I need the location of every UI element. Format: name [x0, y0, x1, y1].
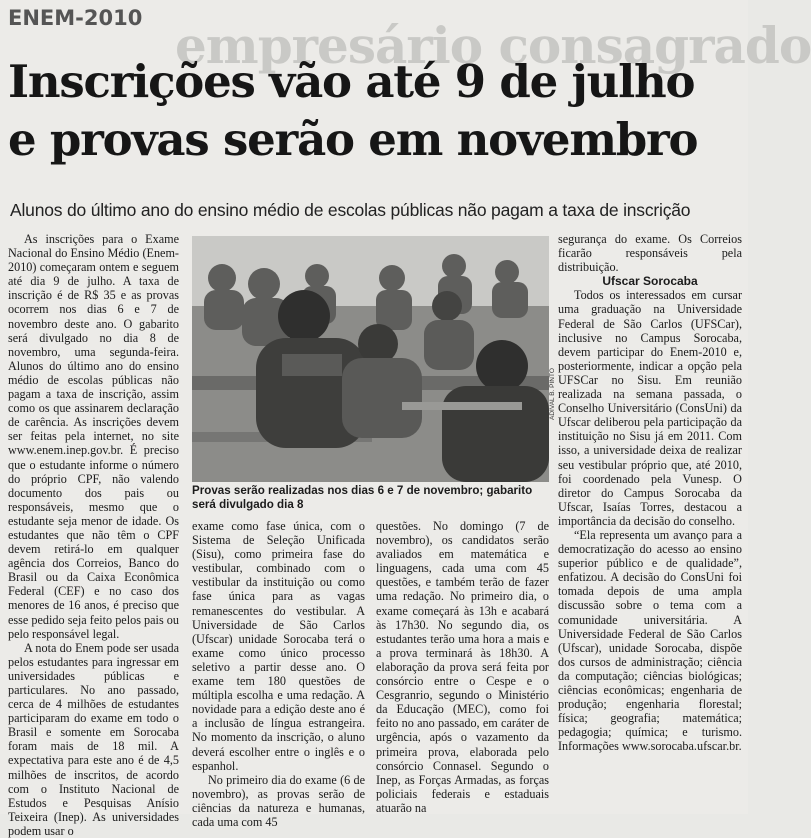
exam-room-photo	[192, 236, 549, 482]
article-column-2	[192, 519, 365, 829]
subheadline: Alunos do último ano do ensino médio de escolas públicas não pagam a taxa de inscrição	[10, 200, 691, 220]
article-column-4	[558, 232, 742, 810]
photo-credit: ADIVAL B. PINTO	[549, 368, 556, 420]
section-subtitle: Ufscar Sorocaba	[602, 274, 698, 289]
paragraph: No primeiro dia do exame (6 de novembro), as provas serão de ciências da natureza e humanas, cada uma com 45	[192, 772, 365, 829]
paragraph: A nota do Enem pode ser usada pelos estudantes para ingressar em universidades públicas e particulares. No ano passado, cerca de 4 milhões de estudantes participaram do exame em todo o Brasil e somente em Sorocaba foram mais de 18 mil. A expectativa para este ano é de 4,5 milhões de inscritos, de acordo com o Instituto Nacional de Estudos e Pesquisas Anísio Teixeira (Inep). As universidades podem usar o	[8, 640, 179, 838]
section-kicker: ENEM-2010	[8, 6, 143, 30]
article-column-1	[8, 232, 179, 838]
paragraph: exame como fase única, com o Sistema de Seleção Unificada (Sisu), como primeira fase do vestibular, combinado com o vestibular da instituição ou como fase única para as vagas remanescentes do vestibular. A Universidade de São Carlos (Ufscar) unidade Sorocaba terá o exame como único processo seletivo a partir desse ano. O exame tem 180 questões de múltipla escolha e uma redação. A novidade para a edição deste ano é a inclusão de língua estrangeira. No momento da inscrição, o aluno deverá escolher entre o inglês e o espanhol.	[192, 519, 365, 773]
paragraph: questões. No domingo (7 de novembro), os candidatos serão avaliados em matemática e linguagens, cada uma com 45 questões, e também terão de fazer uma redação. No primeiro dia, o exame começará às 13h e acabará às 17h30. No segundo dia, os estudantes terão uma hora a mais e a prova terminará às 18h30. A elaboração da prova será feita por consórcio entre o Cespe e o Cesgranrio, segundo o Ministério da Educação (MEC), como foi feito no ano passado, em caráter de urgência, após o vazamento da primeira prova, elaborada pelo consórcio Connasel. Segundo o Inep, as Forças Armadas, as forças policiais federais e estaduais atuarão na	[376, 519, 549, 815]
headline-line-1: Inscrições vão até 9 de julho	[8, 55, 695, 108]
paragraph: segurança do exame. Os Correios ficarão responsáveis pela distribuição.	[558, 232, 742, 275]
paragraph: “Ela representa um avanço para a democratização do acesso ao ensino superior público e de qualidade”, enfatizou. A decisão do ConsUni foi tomada depois de uma ampla discussão sobre o tema com a comunidade universitária. A Universidade Federal de São Carlos (Ufscar), unidade Sorocaba, dispõe dos cursos de administração; ciência da computação; ciências biológicas; ciências econômicas; engenharia de produção; engenharia florestal; física; geografia; matemática; pedagogia; química; e turismo. Informações www.sorocaba.ufscar.br.	[558, 527, 742, 754]
background-headline-bleed: empresário consagrado	[175, 16, 811, 75]
headline	[8, 53, 744, 169]
paragraph: Todos os interessados em cursar uma graduação na Universidade Federal de São Carlos (UFSCar), inclusive no Campus Sorocaba, devem participar do Enem-2010 e, posteriormente, indicar a opção pela UFSCar no Sisu. Em reunião realizada na semana passada, o Conselho Universitário (ConsUni) da Ufscar deliberou pela participação da instituição no Sisu já em 2011. Com isso, a universidade deixa de realizar seu vestibular próprio que, até 2010, foi coordenado pela Vunesp. O diretor do Campus Sorocaba da Ufscar, Isaías Torres, destacou a importância da decisão do conselho.	[558, 288, 742, 528]
paragraph: As inscrições para o Exame Nacional do Ensino Médio (Enem-2010) começaram ontem e seguem até dia 9 de julho. A taxa de inscrição é de R$ 35 e as provas ocorrem nos dias 6 e 7 de novembro deste ano. O gabarito será divulgado no dia 8 de novembro, uma segunda-feira. Alunos do último ano do ensino médio de escolas públicas não pagam a taxa de inscrição, assim como os que assinarem declaração de carência. As inscrições devem ser feitas pela internet, no site www.enem.inep.gov.br. É preciso que o estudante informe o número do próprio CPF, não valendo documento dos pais ou responsáveis, mesmo que o estudante seja menor de idade. Os estudantes que não têm o CPF devem retirá-lo em qualquer agência dos Correios, Banco do Brasil ou da Caixa Econômica Federal (CEF) e no caso dos menores de 16 anos, é preciso que esse pedido seja feito pelos pais ou pelo responsável legal.	[8, 232, 179, 641]
article-column-3	[376, 519, 549, 815]
exam-room-students-icon	[192, 236, 549, 482]
headline-line-2: e provas serão em novembro	[8, 113, 698, 166]
photo-caption: Provas serão realizadas nos dias 6 e 7 de novembro; gabarito será divulgado dia 8	[192, 484, 533, 511]
